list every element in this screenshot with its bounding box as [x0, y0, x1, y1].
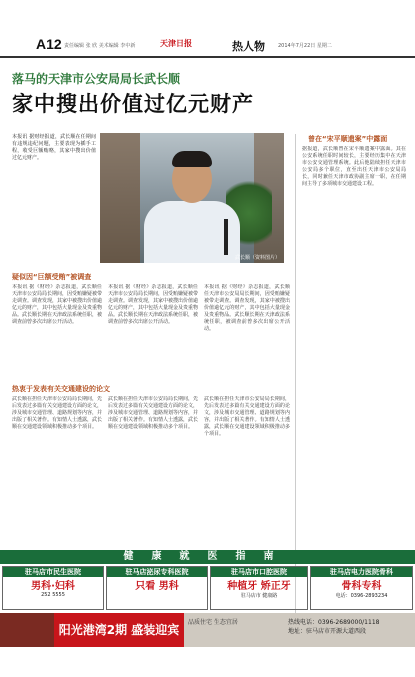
banner-logo: [0, 613, 54, 647]
section2-col3: 武长顺在担任天津市公安局局长期间，先后发表过多篇有关交通建设方面的论文，涉及城市交通管理、道路规划等内容，并出版了相关著作。有知情人士透露，武长顺在交通建设领域积极推动多个项目。: [204, 396, 290, 437]
banner-address: 地址：驻马店市开源大道西段: [288, 628, 367, 635]
header-divider: [0, 56, 415, 58]
section1-title: 疑似因“巨额受贿”被调查: [12, 273, 92, 281]
section2-col1: 武长顺在担任天津市公安局局长期间，先后发表过多篇有关交通建设方面的论文，涉及城市交通管理、道路规划等内容，并出版了相关著作。有知情人士透露，武长顺在交通建设领域积极推动多个项目。: [12, 396, 102, 430]
newspaper-logo: 天津日报: [160, 39, 192, 48]
section1-col2: 本报讯 据《财经》杂志报道，武长顺任天津市公安局局长期间，因受贿嫌疑被带走调查。调查发现，其家中被搜出价值逾亿元的财产，其中包括大量现金及贵重物品。武长顺长期在天津政法系统任职，被调查前曾多次出席公开活动。: [108, 284, 198, 325]
banner-red-text: 阳光港湾2期 盛装迎宾: [54, 613, 184, 647]
ad1-title: 驻马店市民生医院: [3, 567, 103, 577]
sidebar-title: 曾在“宋平顺遗案”中露面: [308, 135, 388, 143]
ad1-main: 男科·妇科: [31, 581, 75, 592]
article-intro: 本报讯 据财经报道，武长顺在任期间有违规违纪问题，主要表现为插手工程，收受巨额贿赂，其家中搜出价值过亿元财产。: [12, 134, 96, 161]
real-estate-banner[interactable]: [0, 613, 415, 647]
page-number: A12: [36, 36, 62, 52]
section2-title: 热衷于发表有关交通建设的论文: [12, 385, 110, 393]
ad-dental-hospital[interactable]: [210, 566, 308, 610]
page-header: [0, 0, 415, 60]
ad4-phone: 电话：0396-2893234: [335, 593, 388, 599]
banner-phone: 热线电话：0396-2689000/1118: [288, 619, 380, 626]
article-kicker: 落马的天津市公安局局长武长顺: [12, 72, 181, 86]
photo-caption: 武长顺（资料图片）: [234, 255, 280, 261]
ad3-title: 驻马店市口腔医院: [211, 567, 307, 577]
ad-minsheng-hospital[interactable]: [2, 566, 104, 610]
article-headline: 家中搜出价值过亿元财产: [12, 92, 254, 116]
section1-col1: 本报讯 据《财经》杂志报道，武长顺任天津市公安局局长期间，因受贿嫌疑被带走调查。调查发现，其家中被搜出价值逾亿元的财产，其中包括大量现金及贵重物品。武长顺长期在天津政法系统任职，被调查前曾多次出席公开活动。: [12, 284, 102, 325]
ad1-phone: 252 5555: [41, 592, 65, 598]
editor-meta: 责任编辑 张 欣 美术编辑 李中新: [64, 43, 136, 49]
health-guide-band: 健康就医指南: [0, 550, 415, 564]
section1-col3: 本报讯 据《财经》杂志报道，武长顺任天津市公安局局长期间，因受贿嫌疑被带走调查。调查发现，其家中被搜出价值逾亿元的财产，其中包括大量现金及贵重物品。武长顺长期在天津政法系统任职，被调查前曾多次出席公开活动。: [204, 284, 290, 332]
portrait-photo: [100, 133, 284, 263]
issue-date: 2014年7月22日 星期二: [278, 43, 332, 49]
section2-col2: 武长顺在担任天津市公安局局长期间，先后发表过多篇有关交通建设方面的论文，涉及城市交通管理、道路规划等内容，并出版了相关著作。有知情人士透露，武长顺在交通建设领域积极推动多个项目。: [108, 396, 198, 430]
ad2-title: 驻马店泌尿专科医院: [107, 567, 207, 577]
section-title: 热人物: [232, 40, 265, 53]
ad-orthopedic-hospital[interactable]: [310, 566, 413, 610]
ad3-main: 种植牙 矫正牙: [227, 581, 291, 592]
ad4-main: 骨科专科: [341, 581, 382, 592]
ad4-title: 驻马店电力医院骨科: [311, 567, 412, 577]
ad-urology-hospital[interactable]: [106, 566, 208, 610]
ad2-main: 只看 男科: [135, 581, 179, 592]
sidebar-body: 据报道，武长顺曾在宋平顺遗案中露面。其在公安系统任职时间较长，主要经历集中在天津市公安交通管理系统。此后他陆续担任天津市公安局多个职位，直至出任天津市公安局局长，同时兼任天津市政协副主席一职，在任期间主导了多项城市交通建设工程。: [302, 146, 406, 187]
ad3-address: 驻马店市 健康路: [240, 593, 278, 599]
banner-middle-text: 品质住宅 生态宜居: [188, 619, 238, 626]
